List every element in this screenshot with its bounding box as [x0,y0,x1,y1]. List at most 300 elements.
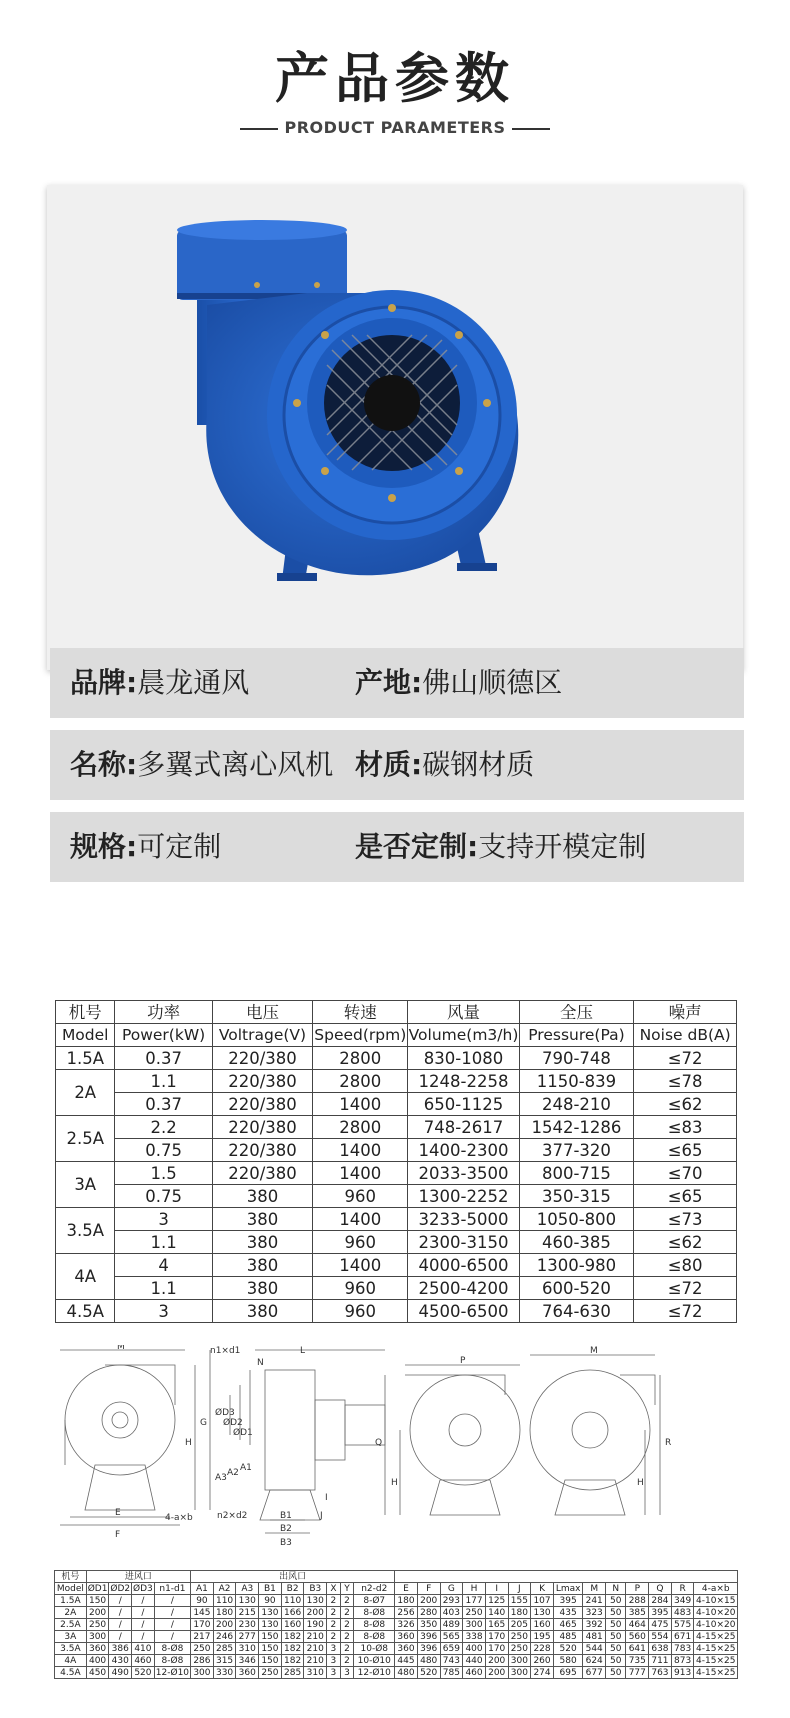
name-label: 名称: [70,748,138,781]
dim-cell: 2 [327,1619,341,1631]
data-cell: ≤80 [634,1254,737,1277]
dim-J: J [320,1511,323,1521]
dim-cell: 180 [508,1607,531,1619]
end-view-drawing [530,1355,660,1515]
spec-value: 可定制 [137,830,222,863]
data-cell: 1.1 [115,1277,212,1300]
dim-cell: 913 [671,1667,694,1679]
dim-cell: 360 [86,1643,109,1655]
dim-header-cols [55,1583,738,1595]
data-cell: 3233-5000 [408,1208,519,1231]
data-cell: 380 [212,1254,313,1277]
dim-B3: B3 [280,1538,292,1548]
dim-cell: 4-15×25 [694,1643,738,1655]
dim-M1: M [117,1345,125,1352]
data-cell: 1050-800 [519,1208,634,1231]
dim-cell: 50 [606,1595,626,1607]
dim-cell: 180 [395,1595,418,1607]
dim-G: G [200,1418,207,1428]
table-row [56,1277,737,1300]
dim-header-cell: P [626,1583,649,1595]
dim-cell: 360 [236,1667,259,1679]
dim-header-cell: Y [340,1583,354,1595]
dim-cell: 2A [55,1607,87,1619]
header-cn-cell: 功率 [115,1001,212,1024]
dim-cell: 310 [236,1643,259,1655]
dim-cell: 150 [259,1655,282,1667]
dim-cell: 130 [236,1595,259,1607]
dim-cell: 130 [259,1619,282,1631]
dim-cell: 10-Ø10 [354,1655,395,1667]
dim-cell: 485 [553,1631,582,1643]
dim-cell: 50 [606,1619,626,1631]
dim-cell: 743 [440,1655,463,1667]
dim-cell: 110 [213,1595,236,1607]
data-cell: 380 [212,1277,313,1300]
dim-cell: 90 [191,1595,214,1607]
centrifugal-fan-illustration [47,185,743,670]
origin-label: 产地: [355,666,423,699]
table-row [56,1047,737,1070]
dim-cell: 520 [417,1667,440,1679]
data-cell: 1300-2252 [408,1185,519,1208]
dim-cell: / [132,1595,155,1607]
data-cell: ≤72 [634,1277,737,1300]
dim-cell: 130 [259,1607,282,1619]
data-cell: 220/380 [212,1093,313,1116]
data-cell: 830-1080 [408,1047,519,1070]
dim-cell: 2 [340,1595,354,1607]
dim-cell: 300 [508,1667,531,1679]
dim-cell: 735 [626,1655,649,1667]
dim-cell: 170 [485,1631,508,1643]
data-cell: 1400 [313,1093,408,1116]
dim-cell: 777 [626,1667,649,1679]
dim-cell: 284 [649,1595,672,1607]
dim-cell: 4-15×25 [694,1631,738,1643]
dim-cell: 575 [671,1619,694,1631]
data-cell: 380 [212,1231,313,1254]
dim-cell: / [154,1619,190,1631]
dim-cell: 3 [327,1655,341,1667]
brand-value: 晨龙通风 [137,666,250,699]
dim-cell: 300 [191,1667,214,1679]
dim-cell: 4-10×20 [694,1607,738,1619]
dim-H1: H [185,1438,192,1448]
dim-table-row [55,1643,738,1655]
dim-cell: 107 [531,1595,554,1607]
model-cell: 1.5A [56,1047,115,1070]
dim-cell: 677 [583,1667,606,1679]
dim-cell: 170 [191,1619,214,1631]
dim-A1: A1 [240,1463,252,1473]
dim-cell: 150 [86,1595,109,1607]
dim-header-cell: n2-d2 [354,1583,395,1595]
data-cell: 1542-1286 [519,1116,634,1139]
data-cell: 1248-2258 [408,1070,519,1093]
model-cell: 2A [56,1070,115,1116]
data-cell: ≤83 [634,1116,737,1139]
dim-Q: Q [375,1438,383,1448]
dim-cell: 260 [531,1655,554,1667]
dim-E: E [115,1508,121,1518]
dim-cell: 210 [304,1643,327,1655]
dim-header-group [55,1571,738,1583]
dim-cell: 326 [395,1619,418,1631]
data-cell: 748-2617 [408,1116,519,1139]
data-cell: 960 [313,1300,408,1323]
data-cell: 790-748 [519,1047,634,1070]
data-cell: 1150-839 [519,1070,634,1093]
dim-cell: 10-Ø8 [354,1643,395,1655]
dim-A2: A2 [227,1468,239,1478]
dim-ab: 4-a×b [165,1513,193,1523]
dim-cell: 155 [508,1595,531,1607]
dim-cell: 641 [626,1643,649,1655]
dim-table-row [55,1655,738,1667]
dim-cell: 277 [236,1631,259,1643]
header-en-cell: Voltrage(V) [212,1024,313,1047]
data-cell: 460-385 [519,1231,634,1254]
dim-cell: 4-15×25 [694,1667,738,1679]
dim-cell: / [132,1619,155,1631]
dim-cell: 659 [440,1643,463,1655]
data-cell: 0.37 [115,1047,212,1070]
dim-cell: 280 [417,1607,440,1619]
dim-cell: 50 [606,1655,626,1667]
dim-cell: 396 [417,1643,440,1655]
dim-header-cell: B3 [304,1583,327,1595]
dim-cell: 200 [417,1595,440,1607]
data-cell: 0.75 [115,1139,212,1162]
header-cn-cell: 风量 [408,1001,519,1024]
data-cell: 800-715 [519,1162,634,1185]
dim-cell: 250 [463,1607,486,1619]
table-row [56,1070,737,1093]
dim-cell: 338 [463,1631,486,1643]
dim-cell: 480 [395,1667,418,1679]
dim-cell: 256 [395,1607,418,1619]
table-row [56,1162,737,1185]
data-cell: 248-210 [519,1093,634,1116]
custom-label: 是否定制: [355,830,479,863]
dim-cell: 483 [671,1607,694,1619]
dim-cell: 638 [649,1643,672,1655]
model-cell: 4A [56,1254,115,1300]
dim-cell: 274 [531,1667,554,1679]
dim-cell: 1.5A [55,1595,87,1607]
dim-cell: 2 [340,1619,354,1631]
data-cell: 2033-3500 [408,1162,519,1185]
dim-cell: 440 [463,1655,486,1667]
data-cell: 1400 [313,1162,408,1185]
dim-cell: 624 [583,1655,606,1667]
dim-cell: 323 [583,1607,606,1619]
dim-cell: 580 [553,1655,582,1667]
dim-cell: 4-15×25 [694,1655,738,1667]
material-value: 碳钢材质 [422,748,535,781]
dim-cell: 130 [304,1595,327,1607]
data-cell: 0.75 [115,1185,212,1208]
page-title: 产品参数 [275,47,515,110]
data-cell: 764-630 [519,1300,634,1323]
table-header-cn [56,1001,737,1024]
dim-N: N [257,1358,264,1368]
dim-cell: 285 [281,1667,304,1679]
model-cell: 2.5A [56,1116,115,1162]
data-cell: 220/380 [212,1070,313,1093]
dim-cell: 2 [340,1607,354,1619]
data-cell: 960 [313,1185,408,1208]
dim-D2: ØD2 [223,1418,243,1428]
dim-cell: 150 [259,1631,282,1643]
dim-cell: 465 [553,1619,582,1631]
dim-cell: 2 [340,1643,354,1655]
dim-cell: 300 [508,1655,531,1667]
dim-cell: 544 [583,1643,606,1655]
data-cell: ≤65 [634,1139,737,1162]
table-row [56,1208,737,1231]
dim-header-cell: B2 [281,1583,304,1595]
dim-cell: 410 [132,1643,155,1655]
dim-cell: / [154,1631,190,1643]
dim-cell: / [109,1619,132,1631]
header-en-cell: Noise dB(A) [634,1024,737,1047]
dim-header-cell: A2 [213,1583,236,1595]
data-cell: 4 [115,1254,212,1277]
material-label: 材质: [355,748,423,781]
dim-cell: 166 [281,1607,304,1619]
dim-cell: 475 [649,1619,672,1631]
header-cn-cell: 噪声 [634,1001,737,1024]
dim-header-cell: H [463,1583,486,1595]
dim-cell: 195 [531,1631,554,1643]
dim-cell: 130 [531,1607,554,1619]
dim-cell: 350 [417,1619,440,1631]
dim-cell: 200 [485,1667,508,1679]
dim-cell: 435 [553,1607,582,1619]
dim-cell: 182 [281,1631,304,1643]
dim-cell: 3 [340,1667,354,1679]
dimension-drawings [45,1345,745,1555]
dim-cell: 711 [649,1655,672,1667]
header-en-cell: Speed(rpm) [313,1024,408,1047]
dim-cell: 2 [327,1607,341,1619]
data-cell: 220/380 [212,1047,313,1070]
data-cell: 1400 [313,1208,408,1231]
header-cn-cell: 转速 [313,1001,408,1024]
dim-cell: 200 [304,1607,327,1619]
dim-cell: 50 [606,1643,626,1655]
dim-F: F [115,1530,121,1540]
data-cell: 2800 [313,1070,408,1093]
data-cell: ≤62 [634,1093,737,1116]
dim-header-cell: I [485,1583,508,1595]
dim-cell: 360 [395,1643,418,1655]
dim-cell: 200 [86,1607,109,1619]
dim-cell: / [154,1607,190,1619]
dim-header-cell: 4-a×b [694,1583,738,1595]
dim-header-cell: Model [55,1583,87,1595]
data-cell: 2800 [313,1047,408,1070]
table-row [56,1093,737,1116]
dim-cell: 2 [327,1595,341,1607]
dim-header-cell: J [508,1583,531,1595]
dim-cell: 50 [606,1667,626,1679]
dim-B2: B2 [280,1524,292,1534]
brand-label: 品牌: [70,666,138,699]
header-en-cell: Model [56,1024,115,1047]
data-cell: 0.37 [115,1093,212,1116]
dim-D1: ØD1 [233,1428,253,1438]
dim-header-cell: M [583,1583,606,1595]
dim-cell: 160 [281,1619,304,1631]
dim-header-cell: K [531,1583,554,1595]
dim-cell: 520 [132,1667,155,1679]
dim-cell: 200 [485,1655,508,1667]
origin-value: 佛山顺德区 [422,666,563,699]
dim-n1d1: n1×d1 [210,1346,241,1356]
dim-cell: 450 [86,1667,109,1679]
header-en-cell: Power(kW) [115,1024,212,1047]
dim-cell: 315 [213,1655,236,1667]
data-cell: 220/380 [212,1139,313,1162]
dim-header-cell: n1-d1 [154,1583,190,1595]
dim-cell: 250 [508,1643,531,1655]
dim-cell: 8-Ø8 [154,1655,190,1667]
dim-table-row [55,1619,738,1631]
dim-header-cell: ØD1 [87,1583,108,1594]
dim-cell: / [109,1607,132,1619]
dim-cell: 310 [304,1667,327,1679]
data-cell: 350-315 [519,1185,634,1208]
dim-cell: 165 [485,1619,508,1631]
dim-cell: 349 [671,1595,694,1607]
dim-cell: 4-10×20 [694,1619,738,1631]
dim-cell: 763 [649,1667,672,1679]
dim-cell: 4-10×15 [694,1595,738,1607]
data-cell: 960 [313,1231,408,1254]
dim-cell: 250 [508,1631,531,1643]
dim-cell: 445 [395,1655,418,1667]
dim-cell: 873 [671,1655,694,1667]
dim-cell: 8-Ø8 [354,1607,395,1619]
dim-cell: 12-Ø10 [155,1667,190,1678]
dim-P: P [460,1356,466,1366]
dim-cell: 228 [531,1643,554,1655]
table-row [56,1254,737,1277]
data-cell: ≤73 [634,1208,737,1231]
info-row-name-material [50,730,744,800]
dim-cell: 785 [440,1667,463,1679]
dim-cell: 2 [327,1631,341,1643]
dim-cell: 3 [327,1667,341,1679]
data-cell: 380 [212,1208,313,1231]
dim-cell: 140 [485,1607,508,1619]
dim-cell: 286 [191,1655,214,1667]
dim-cell: 520 [553,1643,582,1655]
dim-cell: 403 [440,1607,463,1619]
data-cell: 380 [212,1185,313,1208]
dim-cell: 480 [417,1655,440,1667]
dim-cell: 8-Ø8 [354,1619,395,1631]
data-cell: ≤65 [634,1185,737,1208]
side-view-drawing [230,1350,385,1533]
table-header-en [56,1024,737,1047]
dim-cell: 346 [236,1655,259,1667]
product-photo [47,185,743,670]
dim-cell: 671 [671,1631,694,1643]
dim-L: L [300,1346,306,1356]
dim-cell: 4.5A [55,1667,87,1679]
model-cell: 3A [56,1162,115,1208]
dim-A3: A3 [215,1473,227,1483]
rear-view-drawing [385,1365,520,1515]
dim-cell: 695 [553,1667,582,1679]
table-row [56,1185,737,1208]
header-cn-cell: 电压 [212,1001,313,1024]
dim-header-outlet: 出风口 [191,1571,395,1583]
dim-cell: 246 [213,1631,236,1643]
data-cell: 600-520 [519,1277,634,1300]
dim-cell: 300 [86,1631,109,1643]
data-cell: ≤78 [634,1070,737,1093]
dim-cell: 360 [395,1631,418,1643]
dim-cell: / [109,1631,132,1643]
data-cell: 2500-4200 [408,1277,519,1300]
header-cn-cell: 机号 [56,1001,115,1024]
table-row [56,1300,737,1323]
data-cell: 1400 [313,1139,408,1162]
data-cell: 4500-6500 [408,1300,519,1323]
dim-cell: 110 [281,1595,304,1607]
dim-cell: 554 [649,1631,672,1643]
dim-header-model-cn: 机号 [55,1571,87,1583]
data-cell: ≤72 [634,1047,737,1070]
dim-cell: 205 [508,1619,531,1631]
dim-header-cell: ØD3 [133,1583,153,1594]
dim-cell: 241 [583,1595,606,1607]
dim-cell: 565 [440,1631,463,1643]
dim-header-cell: ØD2 [110,1583,131,1594]
dim-cell: 90 [259,1595,282,1607]
dim-cell: 182 [281,1643,304,1655]
data-cell: ≤70 [634,1162,737,1185]
data-cell: 4000-6500 [408,1254,519,1277]
data-cell: 220/380 [212,1162,313,1185]
table-row [56,1231,737,1254]
dim-header-cell: A3 [236,1583,259,1595]
dim-cell: 125 [485,1595,508,1607]
dim-cell: 250 [259,1667,282,1679]
dim-cell: 3.5A [55,1643,87,1655]
data-cell: 220/380 [212,1116,313,1139]
dim-cell: 8-Ø8 [154,1643,190,1655]
dim-cell: 190 [304,1619,327,1631]
info-row-brand-origin [50,648,744,718]
dim-table-row [55,1667,738,1679]
dim-cell: 210 [304,1631,327,1643]
dim-cell: 50 [606,1607,626,1619]
dim-cell: 489 [440,1619,463,1631]
header-cn-cell: 全压 [519,1001,634,1024]
dim-cell: 460 [132,1655,155,1667]
dim-H2: H [391,1478,398,1488]
dim-cell: 2 [340,1655,354,1667]
dim-cell: 396 [417,1631,440,1643]
dim-cell: 12-Ø10 [354,1667,395,1679]
dim-header-cell: X [327,1583,341,1595]
